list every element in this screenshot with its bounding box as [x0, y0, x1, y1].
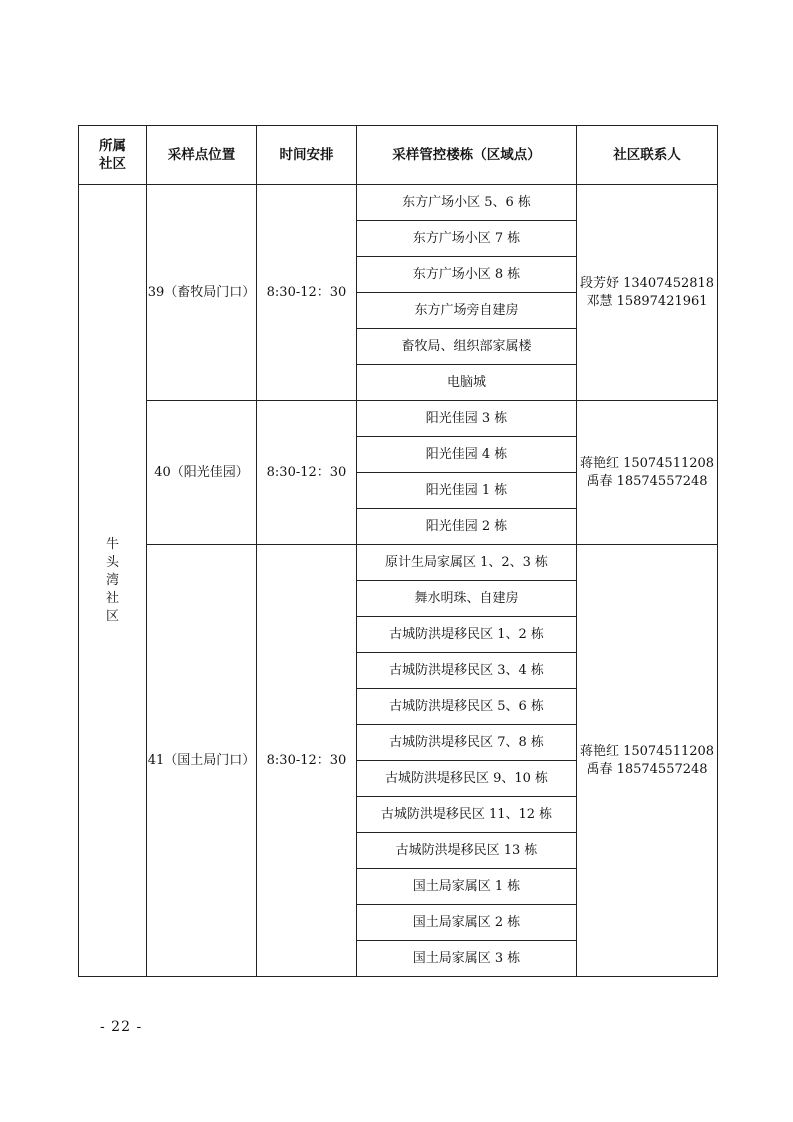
- page-number: - 22 -: [100, 1019, 143, 1035]
- site-location-cell: 40（阳光佳园）: [147, 401, 257, 545]
- site-time-cell: 8:30-12：30: [257, 185, 357, 401]
- building-cell: 原计生局家属区 1、2、3 栋: [357, 545, 577, 581]
- contact-line: 邓慧 15897421961: [586, 293, 708, 309]
- header-contact: 社区联系人: [577, 126, 718, 185]
- building-cell: 东方广场小区 8 栋: [357, 257, 577, 293]
- building-cell: 古城防洪堤移民区 13 栋: [357, 833, 577, 869]
- site-time-cell: 8:30-12：30: [257, 545, 357, 977]
- table-row: [79, 185, 718, 221]
- building-cell: 阳光佳园 4 栋: [357, 437, 577, 473]
- building-cell: 东方广场旁自建房: [357, 293, 577, 329]
- building-cell: 古城防洪堤移民区 3、4 栋: [357, 653, 577, 689]
- building-cell: 国土局家属区 2 栋: [357, 905, 577, 941]
- contact-cell: [577, 401, 718, 545]
- header-community: 所属 社区: [79, 126, 147, 185]
- contact-line: 禹春 18574557248: [586, 473, 708, 489]
- building-cell: 东方广场小区 7 栋: [357, 221, 577, 257]
- building-cell: 东方广场小区 5、6 栋: [357, 185, 577, 221]
- building-cell: 畜牧局、组织部家属楼: [357, 329, 577, 365]
- table-row: [79, 401, 718, 437]
- building-cell: 古城防洪堤移民区 1、2 栋: [357, 617, 577, 653]
- site-location-cell: 39（畜牧局门口）: [147, 185, 257, 401]
- contact-cell: [577, 545, 718, 977]
- site-time-cell: 8:30-12：30: [257, 401, 357, 545]
- contact-cell: [577, 185, 718, 401]
- header-location: 采样点位置: [147, 126, 257, 185]
- building-cell: 电脑城: [357, 365, 577, 401]
- building-cell: 古城防洪堤移民区 7、8 栋: [357, 725, 577, 761]
- contact-line: 禹春 18574557248: [586, 761, 708, 777]
- header-time: 时间安排: [257, 126, 357, 185]
- building-cell: 舞水明珠、自建房: [357, 581, 577, 617]
- contact-line: 段芳妤 13407452818: [579, 275, 715, 291]
- building-cell: 阳光佳园 3 栋: [357, 401, 577, 437]
- building-cell: 古城防洪堤移民区 5、6 栋: [357, 689, 577, 725]
- community-cell: 牛 头 湾 社 区: [79, 185, 147, 977]
- building-cell: 阳光佳园 2 栋: [357, 509, 577, 545]
- contact-line: 蒋艳红 15074511208: [579, 455, 715, 471]
- building-cell: 古城防洪堤移民区 9、10 栋: [357, 761, 577, 797]
- building-cell: 阳光佳园 1 栋: [357, 473, 577, 509]
- building-cell: 古城防洪堤移民区 11、12 栋: [357, 797, 577, 833]
- building-cell: 国土局家属区 3 栋: [357, 941, 577, 977]
- table-header-row: [79, 126, 718, 185]
- site-location-cell: 41（国土局门口）: [147, 545, 257, 977]
- sampling-schedule-table: [78, 125, 718, 977]
- contact-line: 蒋艳红 15074511208: [579, 743, 715, 759]
- table-row: [79, 545, 718, 581]
- header-buildings: 采样管控楼栋（区域点）: [357, 126, 577, 185]
- building-cell: 国土局家属区 1 栋: [357, 869, 577, 905]
